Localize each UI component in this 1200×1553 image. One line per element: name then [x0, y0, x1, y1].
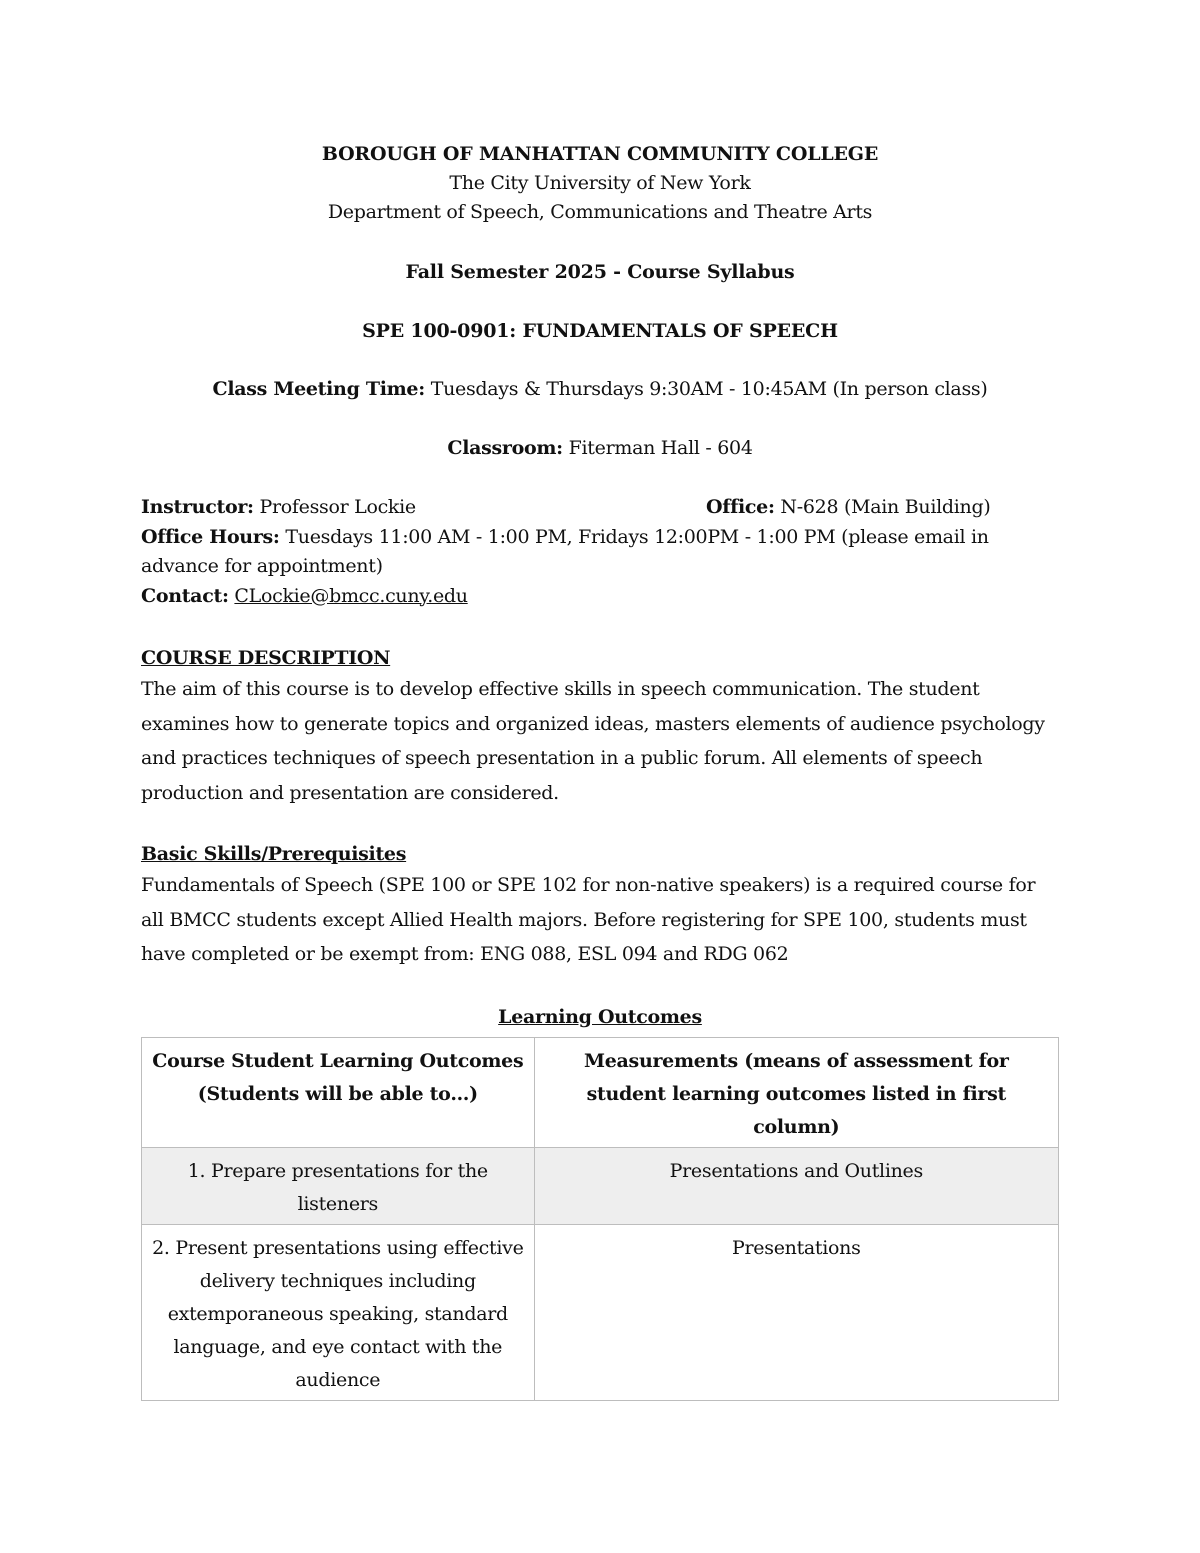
office — [706, 493, 990, 523]
office-value: N-628 (Main Building) — [774, 496, 991, 518]
learning-outcomes-heading: Learning Outcomes — [498, 1005, 702, 1028]
meeting-time-value: Tuesdays & Thursdays 9:30AM - 10:45AM (In person class) — [424, 378, 988, 400]
outcome-cell: 1. Prepare presentations for the listeners — [142, 1147, 535, 1224]
classroom-value: Fiterman Hall - 604 — [562, 437, 753, 459]
office-hours-label: Office Hours: — [141, 525, 280, 548]
classroom-label: Classroom: — [447, 437, 563, 459]
university-name: The City University of New York — [449, 172, 751, 194]
meeting-time — [141, 375, 1059, 404]
instructor-info — [141, 493, 1059, 611]
office-hours — [141, 523, 1059, 582]
contact-email-link[interactable]: CLockie@bmcc.cuny.edu — [234, 584, 468, 607]
instructor-row — [141, 493, 1059, 523]
instructor — [141, 493, 706, 523]
column-header-outcomes: Course Student Learning Outcomes (Students will be able to…) — [142, 1037, 535, 1147]
prerequisites-text: Fundamentals of Speech (SPE 100 or SPE 102 for non-native speakers) is a required course for all BMCC students except Allied Health majors. Before registering for SPE 100, students must have completed or be exempt from: ENG 088, ESL 094 and RDG 062 — [141, 874, 1036, 965]
department-name: Department of Speech, Communications and Theatre Arts — [327, 201, 873, 223]
outcome-cell: 2. Present presentations using effective delivery techniques including extemporaneous speaking, standard language, and eye contact with the audience — [142, 1224, 535, 1400]
college-name: BOROUGH OF MANHATTAN COMMUNITY COLLEGE — [321, 143, 879, 165]
office-label: Office: — [706, 496, 775, 518]
contact — [141, 582, 1059, 612]
classroom — [141, 434, 1059, 463]
learning-outcomes-table — [141, 1037, 1059, 1401]
table-row — [142, 1147, 1059, 1224]
prerequisites-heading: Basic Skills/Prerequisites — [141, 843, 407, 865]
column-header-measurements: Measurements (means of assessment for student learning outcomes listed in first column) — [534, 1037, 1058, 1147]
instructor-value: Professor Lockie — [253, 496, 416, 518]
measurement-cell: Presentations and Outlines — [534, 1147, 1058, 1224]
table-row — [142, 1224, 1059, 1400]
instructor-label: Instructor: — [141, 496, 254, 518]
course-description-heading: COURSE DESCRIPTION — [141, 647, 391, 669]
course-description-text: The aim of this course is to develop effective skills in speech communication. The student examines how to generate topics and organized ideas, masters elements of audience psychology and practices techniques of speech presentation in a public forum. All elements of speech production and presentation are considered. — [141, 678, 1045, 804]
measurement-cell: Presentations — [534, 1224, 1058, 1400]
contact-label: Contact: — [141, 584, 229, 607]
syllabus-title: Fall Semester 2025 - Course Syllabus — [405, 261, 795, 283]
document-header — [141, 140, 1059, 227]
syllabus-page — [141, 140, 1059, 1401]
meeting-time-label: Class Meeting Time: — [212, 378, 425, 400]
table-header-row — [142, 1037, 1059, 1147]
course-title: SPE 100-0901: FUNDAMENTALS OF SPEECH — [362, 320, 838, 342]
office-hours-value: Tuesdays 11:00 AM - 1:00 PM, Fridays 12:00PM - 1:00 PM (please email in advance for appointment) — [141, 525, 989, 577]
